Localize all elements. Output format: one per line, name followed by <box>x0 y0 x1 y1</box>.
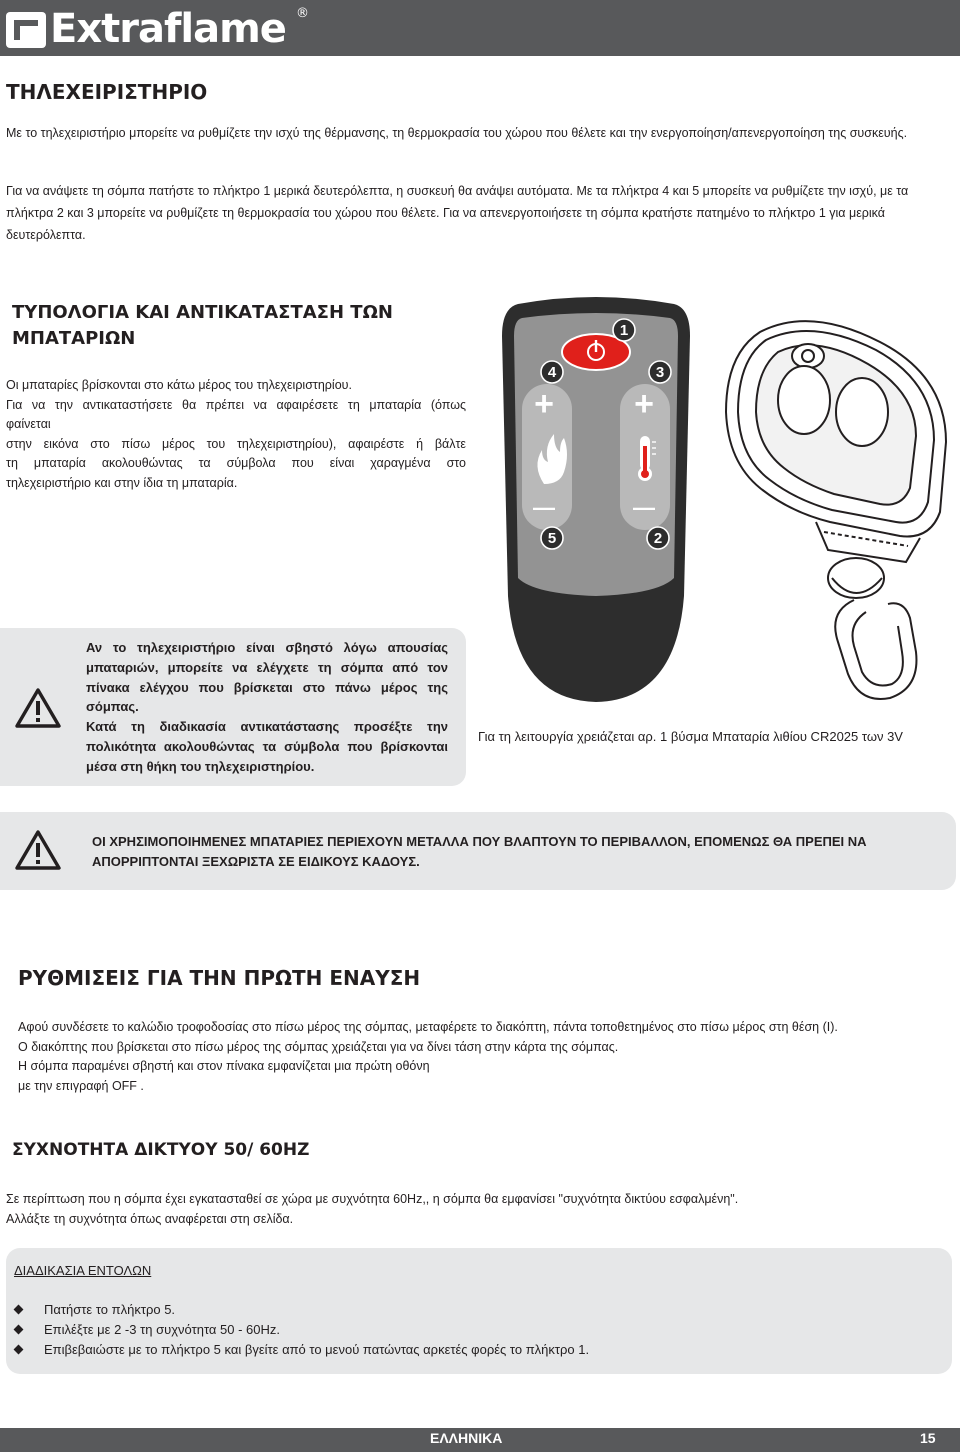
first-power-line: Αφού συνδέσετε το καλώδιο τροφοδοσίας στο πίσω μέρος της σόμπας, μεταφέρετε το διακόπτη, πάντα τοποθετημένος στο πίσω μέρος στη θέση (I). <box>18 1020 838 1034</box>
warning-line: Αν το τηλεχειριστήριο είναι σβηστό λόγω απουσίας <box>86 640 448 655</box>
warning-line: Κατά τη διαδικασία αντικατάστασης προσέξτε την <box>86 719 448 735</box>
batteries-title-line1: ΤΥΠΟΛΟΓΙΑ ΚΑΙ ΑΝΤΙΚΑΤΑΣΤΑΣΗ ΤΩΝ <box>12 302 393 323</box>
remote-button-label-4: 4 <box>547 364 557 381</box>
remote-intro: Με το τηλεχειριστήριο μπορείτε να ρυθμίζετε την ισχύ της θέρμανσης, τη θερμοκρασία του χώρου που θέλετε και την ενεργοποίηση/απενεργοποίηση της συσκευής. <box>6 126 908 140</box>
first-power-line: με την επιγραφή OFF . <box>18 1078 144 1093</box>
temp-plus-sign: + <box>634 385 654 423</box>
batteries-line: στην εικόνα στο πίσω μέρος του τηλεχειριστηρίου), αφαιρέστε ή βάλτε <box>6 436 466 451</box>
procedure-step: Επιβεβαιώστε με το πλήκτρο 5 και βγείτε από το μενού πατώντας αρκετές φορές το πλήκτρο 1. <box>14 1340 589 1360</box>
section-title-first-power: ΡΥΘΜΙΣΕΙΣ ΓΙΑ ΤΗΝ ΠΡΩΤΗ ΕΝΑΥΣΗ <box>18 966 421 990</box>
brand-name: Extraflame <box>50 6 286 52</box>
warning-line: μπαταριών, μπορείτε να ελέγχετε τη σόμπα από τον <box>86 659 448 675</box>
batteries-line: Για να την αντικαταστήσετε θα πρέπει να αφαιρέσετε τη μπαταρία (όπως <box>6 397 466 412</box>
registered-mark: ® <box>296 6 309 21</box>
warning-text-disposal <box>92 832 932 872</box>
section-title-batteries <box>12 300 432 352</box>
power-minus-sign: — <box>533 495 555 520</box>
frequency-line: Αλλάξτε τη συχνότητα όπως αναφέρεται στη σελίδα. <box>6 1211 294 1226</box>
footer-language: ΕΛΛΗΝΙΚΑ <box>430 1430 503 1446</box>
battery-compartment-illustration <box>720 312 956 708</box>
procedure-step: Πατήστε το πλήκτρο 5. <box>14 1300 589 1320</box>
batteries-line: φαίνεται <box>6 417 51 431</box>
temp-minus-sign: — <box>633 495 655 520</box>
power-plus-sign: + <box>534 385 554 423</box>
first-power-line: Η σόμπα παραμένει σβηστή και στον πίνακα εμφανίζεται μια πρώτη οθόνη <box>18 1059 430 1074</box>
remote-button-label-2: 2 <box>653 530 663 547</box>
warning-line: ΟΙ ΧΡΗΣΙΜΟΠΟΙΗΜΕΝΕΣ ΜΠΑΤΑΡΙΕΣ ΠΕΡΙΕΧΟΥΝ ΜΕΤΑΛΛΑ ΠΟΥ ΒΛΑΠΤΟΥΝ ΤΟ ΠΕΡΙΒΑΛΛΟΝ, ΕΠΟΜΕΝΩΣ ΘΑ ΠΡΕΠΕΙ ΝΑ <box>92 834 867 849</box>
procedure-step: Επιλέξτε με 2 -3 τη συχνότητα 50 - 60Hz. <box>14 1320 589 1340</box>
frequency-line: Σε περίπτωση που η σόμπα έχει εγκατασταθεί σε χώρα με συχνότητα 60Hz,, η σόμπα θα εμφανίσει "συχνότητα δικτύου εσφαλμένη". <box>6 1192 739 1206</box>
warning-line: μέσα στη θήκη του τηλεχειριστηρίου. <box>86 758 315 774</box>
battery-type-note: Για τη λειτουργία χρειάζεται αρ. 1 βύσμα Μπαταρία λιθίου CR2025 των 3V <box>478 729 903 744</box>
batteries-line: τη μπαταρία ακολουθώντας τα σύμβολα που είναι χαραγμένα στο <box>6 456 466 470</box>
procedure-title: ΔΙΑΔΙΚΑΣΙΑ ΕΝΤΟΛΩΝ <box>14 1263 152 1278</box>
batteries-line: Οι μπαταρίες βρίσκονται στο κάτω μέρος του τηλεχειριστηρίου. <box>6 378 352 392</box>
warning-triangle-icon <box>14 828 62 872</box>
batteries-line: τηλεχειριστήριο και στην ίδια τη μπαταρία. <box>6 475 238 490</box>
remote-button-label-3: 3 <box>655 364 665 381</box>
warning-line: σόμπας. <box>86 699 139 715</box>
remote-button-label-5: 5 <box>547 530 557 547</box>
remote-button-label-1: 1 <box>619 322 629 339</box>
procedure-steps <box>14 1300 589 1360</box>
warning-text-remote <box>86 638 448 777</box>
first-power-line: Ο διακόπτης που βρίσκεται στο πίσω μέρος της σόμπας χρειάζεται για να δίνει τάση στην κάρτα της σόμπας. <box>18 1039 619 1054</box>
warning-line: πολικότητα ακολουθώντας τα σύμβολα που βρίσκονται <box>86 738 448 754</box>
batteries-text <box>6 376 466 493</box>
brand-logo-icon <box>6 12 46 48</box>
section-title-remote: ΤΗΛΕΧΕΙΡΙΣΤΗΡΙΟ <box>6 80 208 104</box>
frequency-text <box>6 1190 946 1229</box>
page-number: 15 <box>920 1430 936 1446</box>
section-title-frequency: ΣΥΧΝΟΤΗΤΑ ΔΙΚΤΥΟΥ 50/ 60HZ <box>12 1140 310 1160</box>
warning-line: ΑΠΟΡΡΙΠΤΟΝΤΑΙ ΞΕΧΩΡΙΣΤΑ ΣΕ ΕΙΔΙΚΟΥΣ ΚΑΔΟΥΣ. <box>92 854 420 869</box>
batteries-title-line2: ΜΠΑΤΑΡΙΩΝ <box>12 328 136 349</box>
remote-usage: Για να ανάψετε τη σόμπα πατήστε το πλήκτρο 1 μερικά δευτερόλεπτα, η συσκευή θα ανάψει αυτόματα. Με τα πλήκτρα 4 και 5 μπορείτε να ρυθμίζετε την ισχύ, με τα πλήκτρα 2 και 3 μπορείτε να ρυθμίζετε τη θερμοκρασία του χώρου που θέλετε. Για να απενεργοποιήσετε τη σόμπα κρατήστε πατημένο το πλήκτρο 1 για μερικά δευτερόλεπτα. <box>6 184 909 242</box>
warning-triangle-icon <box>14 686 62 730</box>
first-power-text <box>18 1018 948 1096</box>
warning-line: πίνακα ελέγχου που βρίσκεται στο πάνω μέρος της <box>86 679 448 695</box>
